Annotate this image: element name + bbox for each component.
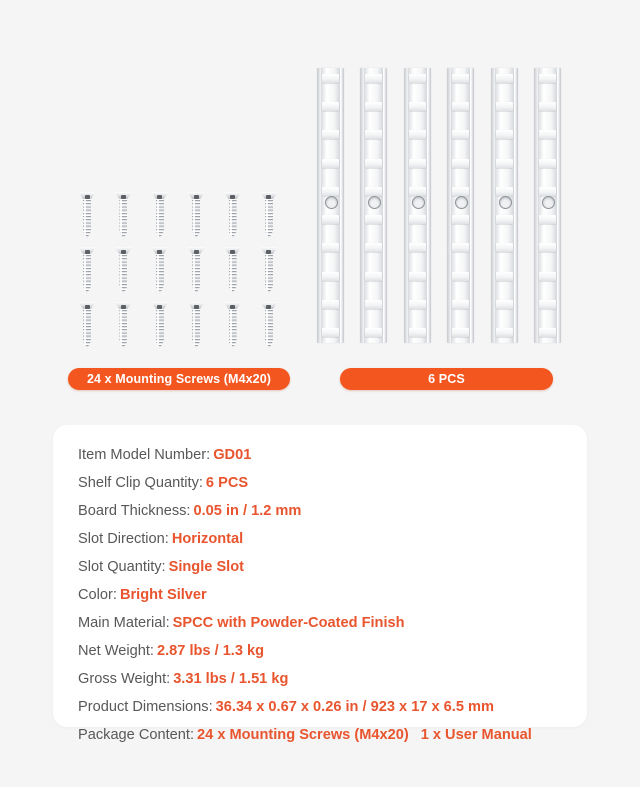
countersunk-screw-icon bbox=[224, 192, 242, 246]
rail-slot bbox=[452, 74, 469, 83]
rail-slot bbox=[496, 159, 513, 168]
screw-head bbox=[151, 302, 169, 310]
screw-thread bbox=[83, 199, 91, 239]
rail-slot bbox=[365, 328, 382, 337]
screw-thread bbox=[229, 309, 237, 349]
rail-slot bbox=[452, 328, 469, 337]
rail-slot bbox=[322, 300, 339, 309]
spec-row bbox=[78, 581, 587, 609]
shelf-clip-rail-icon bbox=[447, 68, 474, 343]
spec-value: 0.05 in / 1.2 mm bbox=[193, 503, 302, 519]
rail-slot bbox=[409, 74, 426, 83]
screw-head bbox=[114, 302, 132, 310]
rail-slot bbox=[365, 102, 382, 111]
shelf-clip-rails-group bbox=[317, 68, 561, 343]
spec-row bbox=[78, 525, 587, 553]
screw-thread bbox=[156, 199, 164, 239]
spec-row bbox=[78, 497, 587, 525]
rail-slot bbox=[409, 130, 426, 139]
spec-row bbox=[78, 693, 587, 721]
spec-value: 3.31 lbs / 1.51 kg bbox=[173, 671, 289, 687]
rail-slot bbox=[409, 300, 426, 309]
spec-value: 36.34 x 0.67 x 0.26 in / 923 x 17 x 6.5 mm bbox=[215, 699, 494, 715]
spec-row bbox=[78, 553, 587, 581]
screw-row bbox=[78, 247, 278, 302]
rail-screw-hole-icon bbox=[325, 196, 338, 209]
spec-value: Bright Silver bbox=[119, 587, 207, 603]
rail-slot bbox=[365, 243, 382, 252]
rail-slot bbox=[409, 328, 426, 337]
screw-thread bbox=[192, 199, 200, 239]
spec-label: Slot Direction: bbox=[78, 531, 169, 547]
screw-thread bbox=[119, 254, 127, 294]
rail-slot bbox=[322, 74, 339, 83]
rail-slot bbox=[452, 300, 469, 309]
rail-slot bbox=[539, 272, 556, 281]
mounting-screws-group bbox=[78, 192, 278, 357]
rail-slot bbox=[365, 187, 382, 196]
rail-slot bbox=[539, 215, 556, 224]
rail-slot bbox=[365, 74, 382, 83]
rail-slot bbox=[409, 102, 426, 111]
rail-slot bbox=[496, 74, 513, 83]
rail-slot bbox=[452, 215, 469, 224]
screw-head bbox=[260, 302, 278, 310]
spec-label: Gross Weight: bbox=[78, 671, 171, 687]
shelf-clip-rail-icon bbox=[317, 68, 344, 343]
spec-value-extra: 1 x User Manual bbox=[420, 727, 532, 743]
spec-value: SPCC with Powder-Coated Finish bbox=[172, 615, 405, 631]
countersunk-screw-icon bbox=[114, 247, 132, 301]
rail-slot bbox=[539, 187, 556, 196]
screw-row bbox=[78, 192, 278, 247]
rail-slot bbox=[539, 74, 556, 83]
rail-slot bbox=[409, 243, 426, 252]
screw-head bbox=[224, 192, 242, 200]
shelf-clip-rail-icon bbox=[491, 68, 518, 343]
screw-thread bbox=[83, 309, 91, 349]
screw-head bbox=[187, 302, 205, 310]
countersunk-screw-icon bbox=[260, 247, 278, 301]
screw-thread bbox=[265, 199, 273, 239]
screw-head bbox=[114, 192, 132, 200]
spec-label: Board Thickness: bbox=[78, 503, 191, 519]
rail-slot bbox=[322, 130, 339, 139]
rail-slot bbox=[496, 328, 513, 337]
countersunk-screw-icon bbox=[151, 192, 169, 246]
spec-label: Item Model Number: bbox=[78, 447, 211, 463]
rail-slot bbox=[452, 102, 469, 111]
spec-label: Product Dimensions: bbox=[78, 699, 213, 715]
rail-slot bbox=[496, 300, 513, 309]
screw-head bbox=[187, 247, 205, 255]
screw-head bbox=[260, 247, 278, 255]
spec-label: Net Weight: bbox=[78, 643, 154, 659]
spec-label: Main Material: bbox=[78, 615, 170, 631]
shelf-clip-rail-icon bbox=[534, 68, 561, 343]
spec-row bbox=[78, 469, 587, 497]
screw-head bbox=[187, 192, 205, 200]
screws-quantity-badge-label: 24 x Mounting Screws (M4x20) bbox=[86, 372, 272, 386]
countersunk-screw-icon bbox=[224, 247, 242, 301]
screw-thread bbox=[229, 199, 237, 239]
rail-slot bbox=[365, 300, 382, 309]
rail-slot bbox=[322, 328, 339, 337]
countersunk-screw-icon bbox=[151, 247, 169, 301]
spec-row bbox=[78, 609, 587, 637]
rail-screw-hole-icon bbox=[542, 196, 555, 209]
rail-slot bbox=[496, 102, 513, 111]
rail-slot bbox=[539, 328, 556, 337]
spec-label: Shelf Clip Quantity: bbox=[78, 475, 203, 491]
rail-slot bbox=[409, 215, 426, 224]
screw-head bbox=[224, 302, 242, 310]
screw-thread bbox=[83, 254, 91, 294]
screw-thread bbox=[156, 309, 164, 349]
spec-label: Package Content: bbox=[78, 727, 195, 743]
rail-slot bbox=[322, 243, 339, 252]
screws-quantity-badge bbox=[68, 368, 290, 390]
rail-slot bbox=[322, 215, 339, 224]
rail-slot bbox=[496, 187, 513, 196]
rail-slot bbox=[539, 159, 556, 168]
rail-screw-hole-icon bbox=[412, 196, 425, 209]
countersunk-screw-icon bbox=[260, 192, 278, 246]
spec-row bbox=[78, 637, 587, 665]
screw-head bbox=[151, 247, 169, 255]
spec-value: 6 PCS bbox=[205, 475, 249, 491]
spec-label: Color: bbox=[78, 587, 117, 603]
spec-row bbox=[78, 441, 587, 469]
rail-slot bbox=[365, 215, 382, 224]
rail-slot bbox=[496, 272, 513, 281]
screw-head bbox=[78, 192, 96, 200]
screw-thread bbox=[192, 254, 200, 294]
rail-slot bbox=[322, 272, 339, 281]
rail-slot bbox=[409, 159, 426, 168]
rail-slot bbox=[365, 272, 382, 281]
rail-screw-hole-icon bbox=[499, 196, 512, 209]
countersunk-screw-icon bbox=[224, 302, 242, 356]
rail-slot bbox=[452, 243, 469, 252]
screw-thread bbox=[119, 309, 127, 349]
countersunk-screw-icon bbox=[114, 302, 132, 356]
rail-slot bbox=[539, 130, 556, 139]
screw-head bbox=[260, 192, 278, 200]
screw-thread bbox=[265, 254, 273, 294]
screw-head bbox=[78, 247, 96, 255]
rail-slot bbox=[322, 102, 339, 111]
screw-thread bbox=[265, 309, 273, 349]
screw-head bbox=[151, 192, 169, 200]
spec-value: GD01 bbox=[213, 447, 252, 463]
shelf-clip-rail-icon bbox=[404, 68, 431, 343]
rail-slot bbox=[452, 130, 469, 139]
countersunk-screw-icon bbox=[78, 192, 96, 246]
countersunk-screw-icon bbox=[78, 302, 96, 356]
rail-slot bbox=[322, 159, 339, 168]
rail-slot bbox=[365, 130, 382, 139]
screw-head bbox=[224, 247, 242, 255]
spec-row bbox=[78, 721, 587, 749]
spec-value: Single Slot bbox=[168, 559, 245, 575]
screw-head bbox=[78, 302, 96, 310]
spec-value: Horizontal bbox=[171, 531, 244, 547]
rail-slot bbox=[452, 272, 469, 281]
shelf-clip-rail-icon bbox=[360, 68, 387, 343]
countersunk-screw-icon bbox=[187, 247, 205, 301]
rail-slot bbox=[322, 187, 339, 196]
rail-slot bbox=[539, 102, 556, 111]
rail-slot bbox=[496, 215, 513, 224]
rail-slot bbox=[452, 159, 469, 168]
spec-value: 24 x Mounting Screws (M4x20) bbox=[197, 727, 409, 743]
specification-card bbox=[53, 425, 587, 743]
screw-thread bbox=[229, 254, 237, 294]
screw-thread bbox=[156, 254, 164, 294]
clips-quantity-badge bbox=[340, 368, 553, 390]
rail-slot bbox=[365, 159, 382, 168]
spec-label: Slot Quantity: bbox=[78, 559, 166, 575]
rail-slot bbox=[409, 272, 426, 281]
rail-slot bbox=[539, 300, 556, 309]
screw-thread bbox=[192, 309, 200, 349]
rail-slot bbox=[496, 130, 513, 139]
rail-slot bbox=[496, 243, 513, 252]
screw-head bbox=[114, 247, 132, 255]
clips-quantity-badge-label: 6 PCS bbox=[428, 372, 465, 386]
rail-slot bbox=[539, 243, 556, 252]
countersunk-screw-icon bbox=[114, 192, 132, 246]
countersunk-screw-icon bbox=[260, 302, 278, 356]
rail-slot bbox=[409, 187, 426, 196]
screw-row bbox=[78, 302, 278, 357]
countersunk-screw-icon bbox=[151, 302, 169, 356]
screw-thread bbox=[119, 199, 127, 239]
spec-row bbox=[78, 665, 587, 693]
spec-value: 2.87 lbs / 1.3 kg bbox=[156, 643, 265, 659]
countersunk-screw-icon bbox=[187, 302, 205, 356]
countersunk-screw-icon bbox=[78, 247, 96, 301]
countersunk-screw-icon bbox=[187, 192, 205, 246]
rail-slot bbox=[452, 187, 469, 196]
